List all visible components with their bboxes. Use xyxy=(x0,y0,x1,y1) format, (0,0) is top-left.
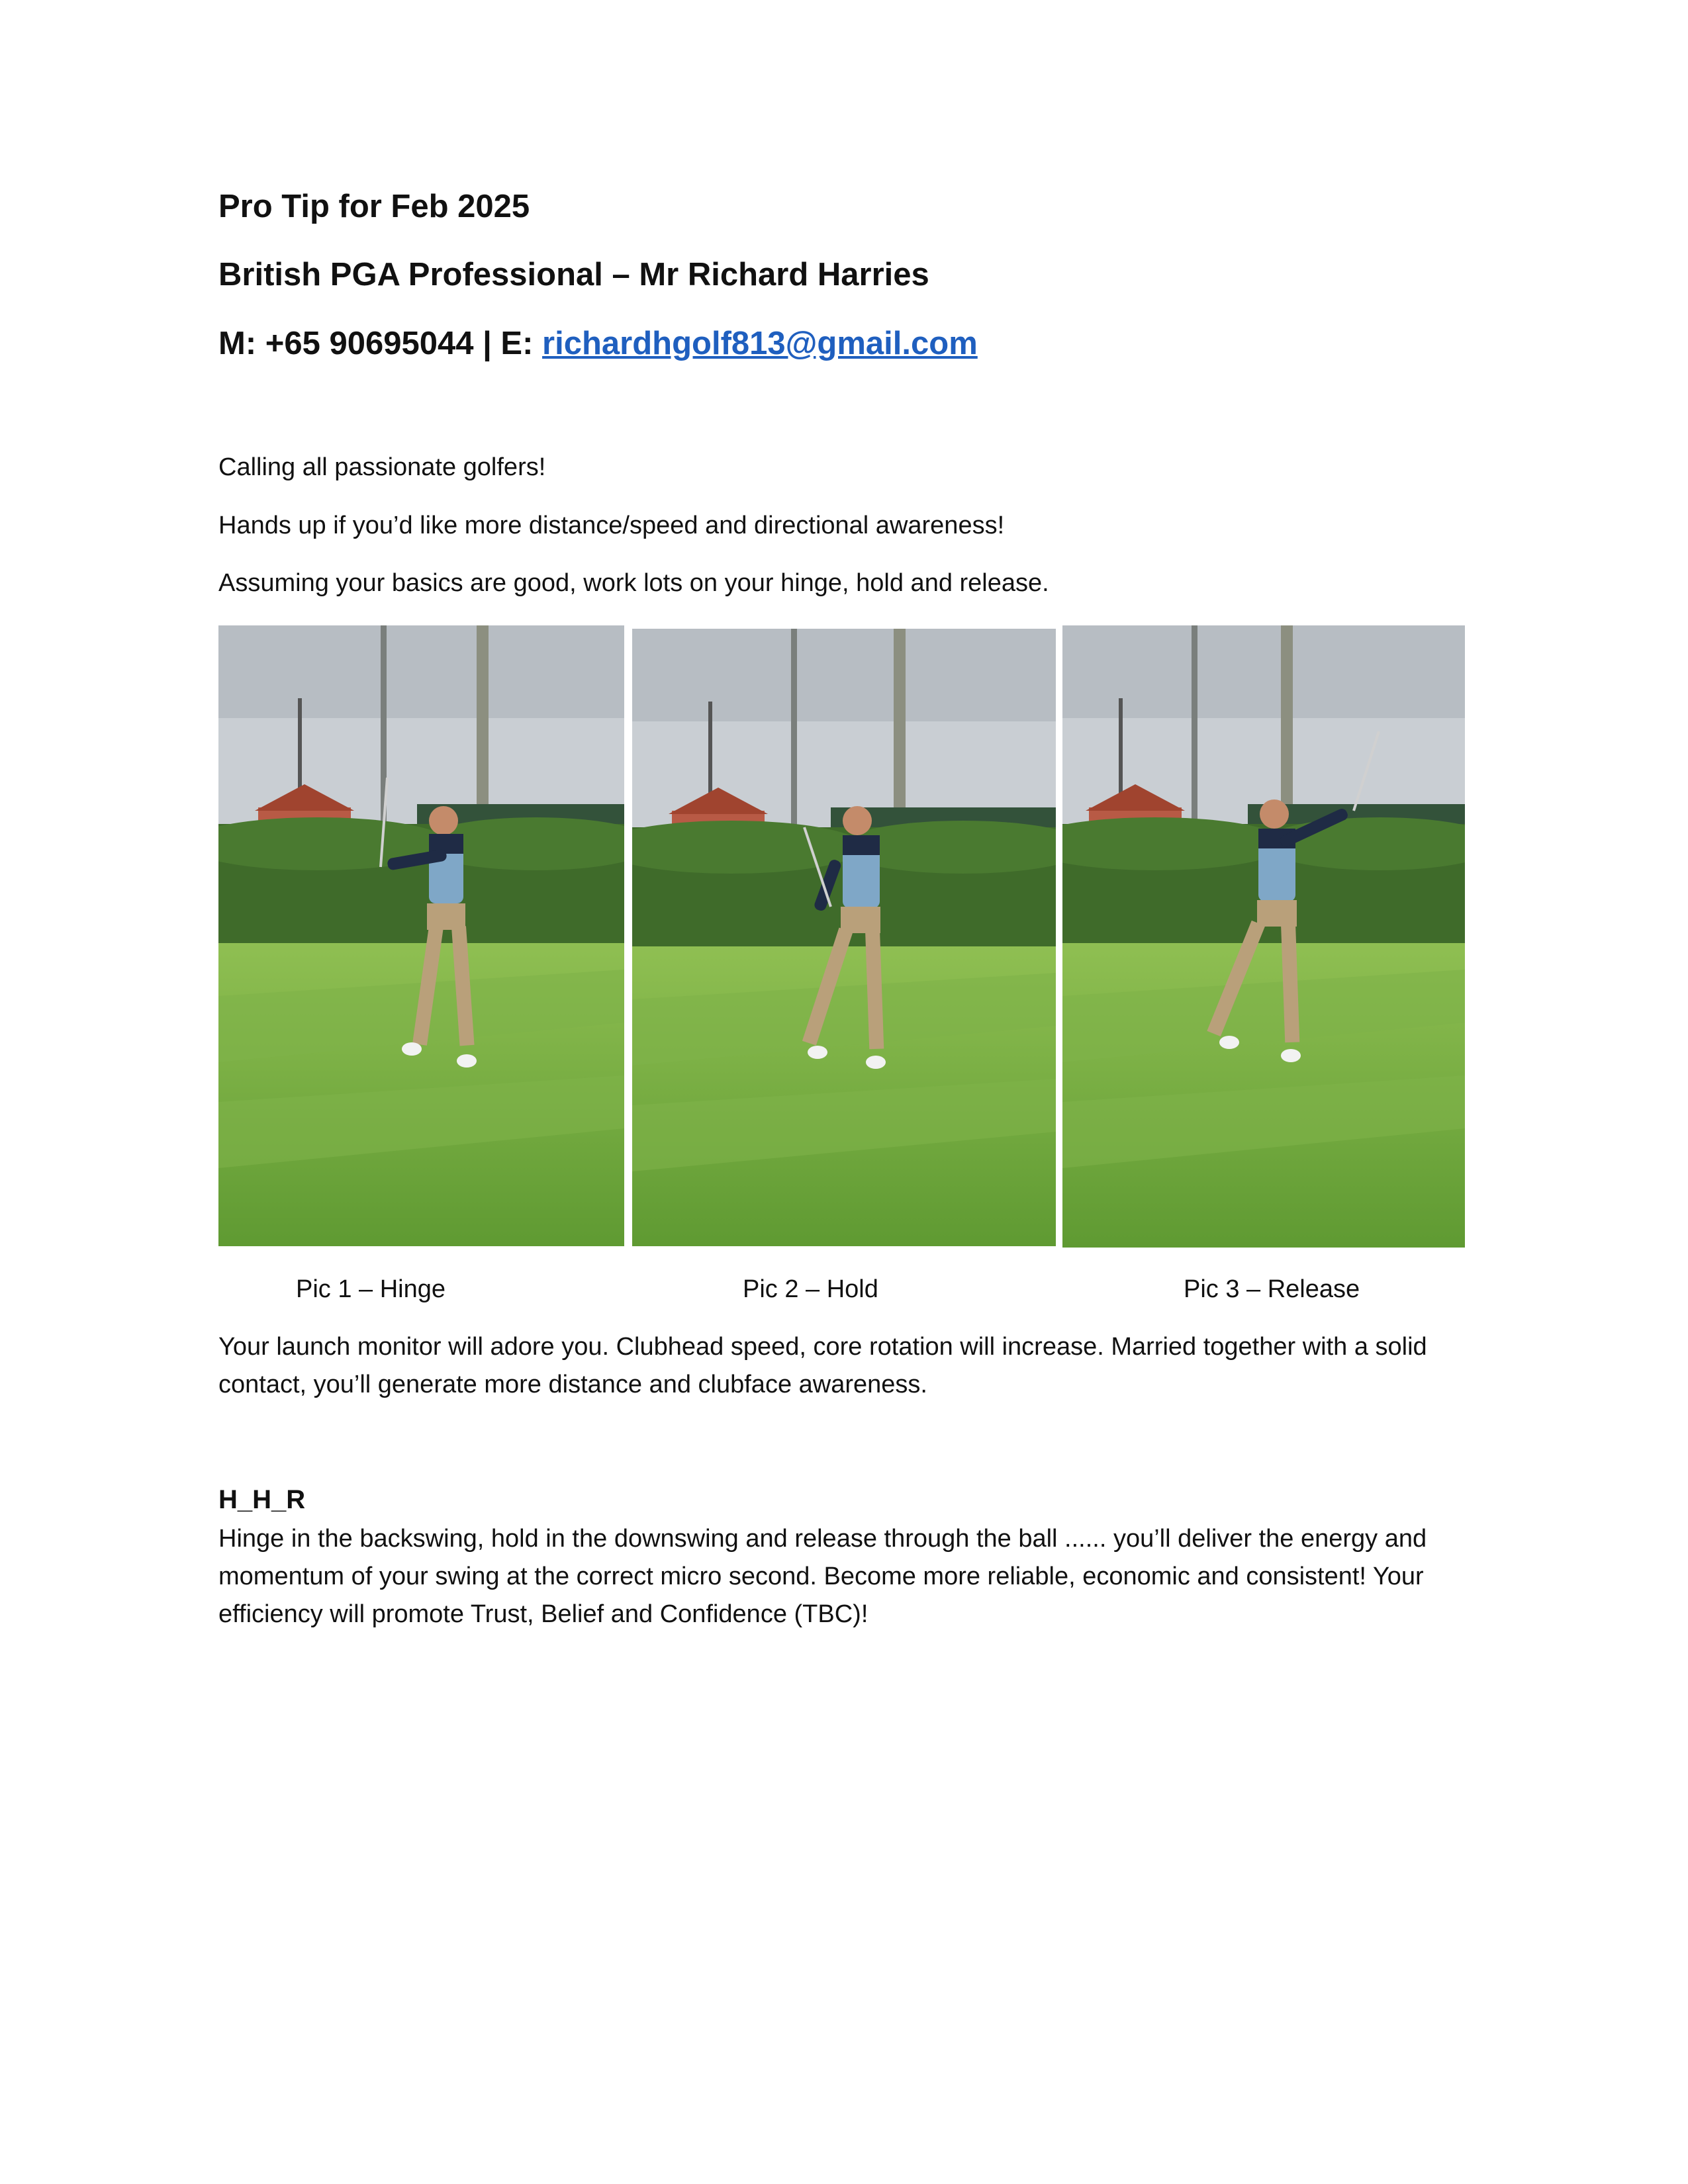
author-heading: British PGA Professional – Mr Richard Harries xyxy=(218,257,929,293)
photo-caption-release: Pic 3 – Release xyxy=(1184,1275,1360,1303)
page-title: Pro Tip for Feb 2025 xyxy=(218,189,530,224)
photo-caption-hinge: Pic 1 – Hinge xyxy=(296,1275,446,1303)
golfer-hinge-photo xyxy=(218,625,624,1246)
contact-heading xyxy=(218,324,978,363)
body-paragraph-1: Your launch monitor will adore you. Clubhead speed, core rotation will increase. Married together with a solid contact, you’ll generate more distance and clubface awareness. xyxy=(218,1333,1427,1398)
photo-caption-hold: Pic 2 – Hold xyxy=(743,1275,878,1303)
intro-line-3: Assuming your basics are good, work lots on your hinge, hold and release. xyxy=(218,569,1049,597)
email-link[interactable]: richardhgolf813@gmail.com xyxy=(542,326,978,361)
golfer-release-photo xyxy=(1062,625,1465,1248)
golfer-hold-photo xyxy=(632,629,1056,1246)
intro-line-2: Hands up if you’d like more distance/speed and directional awareness! xyxy=(218,512,1005,539)
body-paragraph-2: Hinge in the backswing, hold in the downswing and release through the ball ...... you’ll deliver the energy and momentum of your swing at the correct micro second. Become more reliable, economic and consistent! Your efficiency will promote Trust, Belief and Confidence (TBC)! xyxy=(218,1525,1427,1628)
intro-line-1: Calling all passionate golfers! xyxy=(218,453,546,481)
contact-prefix: M: +65 90695044 | E: xyxy=(218,326,543,361)
section-heading: H_H_R xyxy=(218,1485,306,1514)
